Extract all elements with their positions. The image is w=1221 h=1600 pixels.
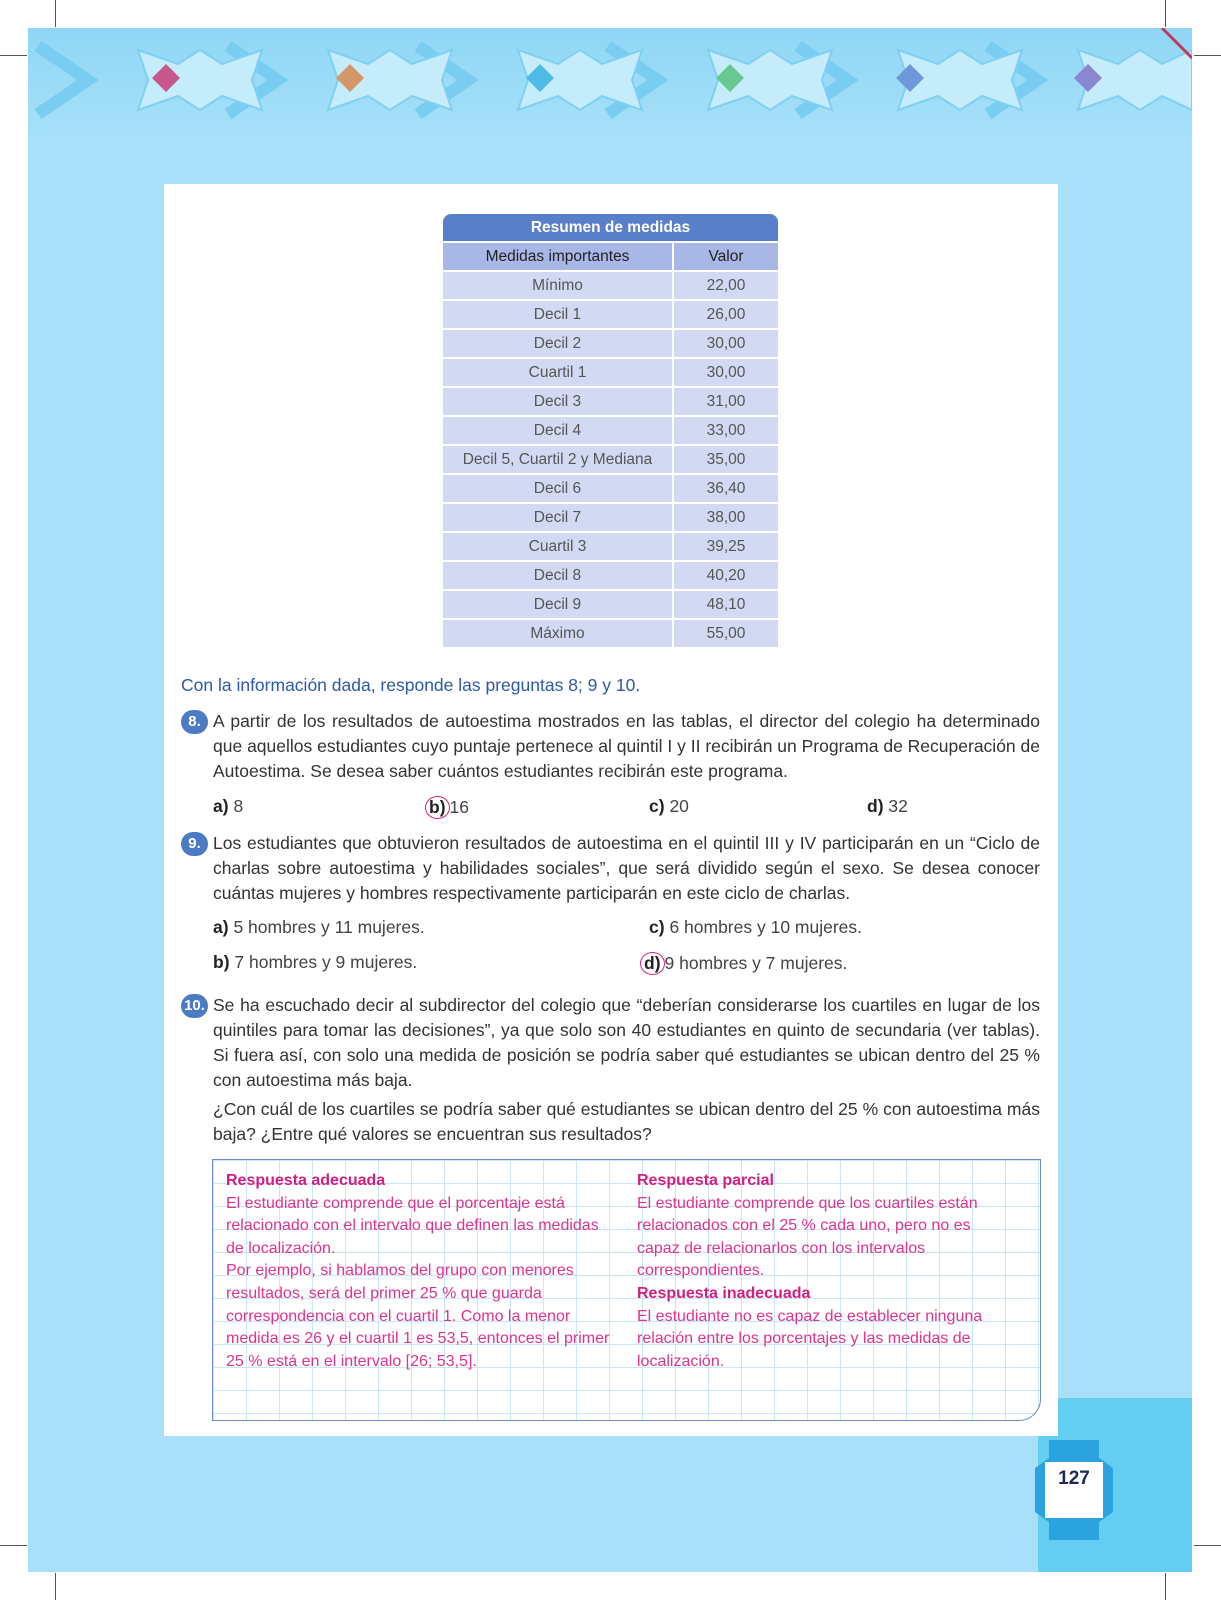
table-row bbox=[443, 475, 778, 502]
option-text: 16 bbox=[449, 797, 469, 817]
rubric-partial bbox=[637, 1170, 1017, 1373]
q8-option-d[interactable] bbox=[867, 796, 908, 817]
value-cell: 33,00 bbox=[674, 417, 778, 444]
option-letter: d) bbox=[867, 796, 884, 816]
value-cell: 40,20 bbox=[674, 562, 778, 589]
table-row bbox=[443, 562, 778, 589]
question-number-badge: 9. bbox=[181, 832, 208, 856]
summary-table bbox=[441, 212, 780, 649]
crop-mark bbox=[55, 0, 56, 27]
instructions-heading: Con la información dada, responde las preguntas 8; 9 y 10. bbox=[181, 675, 641, 695]
question-number-badge: 8. bbox=[181, 710, 208, 734]
table-row bbox=[443, 272, 778, 299]
measure-cell: Decil 2 bbox=[443, 330, 672, 357]
crop-mark bbox=[1165, 0, 1166, 27]
option-text: 8 bbox=[233, 796, 244, 816]
value-cell: 36,40 bbox=[674, 475, 778, 502]
question-10-text: Se ha escuchado decir al subdirector del colegio que “deberían considerarse los cuartiles en lugar de los quintiles para tomar las decisiones”, ya que solo son 40 estudiantes en quinto de secundaria (ver tablas). Si fuera así, con solo una medida de posición se podría saber qué estudiantes se ubican dentro del 25 % con autoestima más baja. bbox=[213, 995, 1040, 1090]
crop-mark bbox=[1194, 1545, 1221, 1546]
option-text: 32 bbox=[888, 796, 908, 816]
value-cell: 48,10 bbox=[674, 591, 778, 618]
crop-mark bbox=[1165, 1573, 1166, 1600]
measure-cell: Decil 1 bbox=[443, 301, 672, 328]
question-8-text: A partir de los resultados de autoestima mostrados en las tablas, el director del colegio ha determinado que aquellos estudiantes cuyo puntaje pertenece al quintil I y II recibirán un Programa de Recuperación de Autoestima. Se desea saber cuántos estudiantes recibirán este programa. bbox=[213, 711, 1040, 781]
option-text: 9 hombres y 7 mujeres. bbox=[664, 953, 848, 973]
option-letter: c) bbox=[649, 917, 665, 937]
table-row bbox=[443, 620, 778, 647]
table-header: Medidas importantes bbox=[443, 243, 672, 270]
option-text: 20 bbox=[669, 796, 689, 816]
measure-cell: Decil 7 bbox=[443, 504, 672, 531]
value-cell: 39,25 bbox=[674, 533, 778, 560]
value-cell: 31,00 bbox=[674, 388, 778, 415]
value-cell: 26,00 bbox=[674, 301, 778, 328]
option-letter: b) bbox=[213, 952, 230, 972]
crop-mark bbox=[0, 1545, 27, 1546]
table-row bbox=[443, 388, 778, 415]
question-number-badge: 10. bbox=[181, 994, 208, 1018]
measure-cell: Máximo bbox=[443, 620, 672, 647]
table-row bbox=[443, 359, 778, 386]
question-10-prompt: ¿Con cuál de los cuartiles se podría saber qué estudiantes se ubican dentro del 25 % con autoestima más baja? ¿Entre qué valores se encuentran sus resultados? bbox=[213, 1099, 1040, 1144]
option-letter: c) bbox=[649, 796, 665, 816]
value-cell: 38,00 bbox=[674, 504, 778, 531]
q8-option-c[interactable] bbox=[649, 796, 689, 817]
pattern-decoration bbox=[28, 28, 1192, 138]
measure-cell: Cuartil 3 bbox=[443, 533, 672, 560]
decorative-band bbox=[28, 28, 1192, 138]
option-letter: a) bbox=[213, 796, 229, 816]
q8-option-b[interactable] bbox=[425, 796, 469, 819]
option-text: 6 hombres y 10 mujeres. bbox=[669, 917, 863, 937]
selected-option-marker: d) bbox=[640, 952, 665, 975]
rubric-heading: Respuesta inadecuada bbox=[637, 1284, 811, 1302]
q9-option-b[interactable] bbox=[213, 952, 417, 973]
table-row bbox=[443, 504, 778, 531]
table-caption: Resumen de medidas bbox=[443, 214, 778, 241]
table-row bbox=[443, 417, 778, 444]
table-row bbox=[443, 446, 778, 473]
rubric-adequate bbox=[226, 1170, 618, 1373]
rubric-text: El estudiante comprende que el porcentaje está relacionado con el intervalo que definen las medidas de localización. bbox=[226, 1194, 599, 1257]
value-cell: 35,00 bbox=[674, 446, 778, 473]
table-header: Valor bbox=[674, 243, 778, 270]
value-cell: 30,00 bbox=[674, 359, 778, 386]
measure-cell: Cuartil 1 bbox=[443, 359, 672, 386]
q9-option-c[interactable] bbox=[649, 917, 862, 938]
measure-cell: Mínimo bbox=[443, 272, 672, 299]
rubric-heading: Respuesta adecuada bbox=[226, 1172, 386, 1189]
crop-mark bbox=[1194, 55, 1221, 56]
table-row bbox=[443, 533, 778, 560]
page-number: 127 bbox=[1058, 1468, 1090, 1489]
measure-cell: Decil 5, Cuartil 2 y Mediana bbox=[443, 446, 672, 473]
rubric-text: Por ejemplo, si hablamos del grupo con menores resultados, será del primer 25 % que guarda correspondencia con el cuartil 1. Como la menor medida es 26 y el cuartil 1 es 53,5, entonces el primer 25 % está en el intervalo [26; 53,5]. bbox=[226, 1262, 610, 1370]
rubric-text: El estudiante no es capaz de establecer ninguna relación entre los porcentajes y las medidas de localización. bbox=[637, 1307, 983, 1370]
table-row bbox=[443, 301, 778, 328]
table-row bbox=[443, 330, 778, 357]
measure-cell: Decil 8 bbox=[443, 562, 672, 589]
value-cell: 55,00 bbox=[674, 620, 778, 647]
measure-cell: Decil 4 bbox=[443, 417, 672, 444]
option-letter: a) bbox=[213, 917, 229, 937]
q8-option-a[interactable] bbox=[213, 796, 243, 817]
q9-option-d[interactable] bbox=[640, 952, 847, 975]
option-text: 7 hombres y 9 mujeres. bbox=[234, 952, 418, 972]
rubric-heading: Respuesta parcial bbox=[637, 1172, 774, 1189]
measure-cell: Decil 9 bbox=[443, 591, 672, 618]
value-cell: 22,00 bbox=[674, 272, 778, 299]
crop-mark bbox=[0, 55, 27, 56]
selected-option-marker: b) bbox=[425, 796, 450, 819]
value-cell: 30,00 bbox=[674, 330, 778, 357]
option-text: 5 hombres y 11 mujeres. bbox=[233, 917, 425, 937]
question-9-text: Los estudiantes que obtuvieron resultados de autoestima en el quintil III y IV participarán en un “Ciclo de charlas sobre autoestima y habilidades sociales”, que será dividido según el sexo. Se desea conocer cuántas mujeres y hombres respectivamente participarán en este ciclo de charlas. bbox=[213, 833, 1040, 903]
measure-cell: Decil 6 bbox=[443, 475, 672, 502]
crop-mark bbox=[55, 1573, 56, 1600]
q9-option-a[interactable] bbox=[213, 917, 425, 938]
rubric-text: El estudiante comprende que los cuartiles están relacionados con el 25 % cada uno, pero no es capaz de relacionarlos con los intervalos correspondientes. bbox=[637, 1194, 978, 1280]
table-row bbox=[443, 591, 778, 618]
measure-cell: Decil 3 bbox=[443, 388, 672, 415]
page-number-badge bbox=[1035, 1440, 1113, 1540]
